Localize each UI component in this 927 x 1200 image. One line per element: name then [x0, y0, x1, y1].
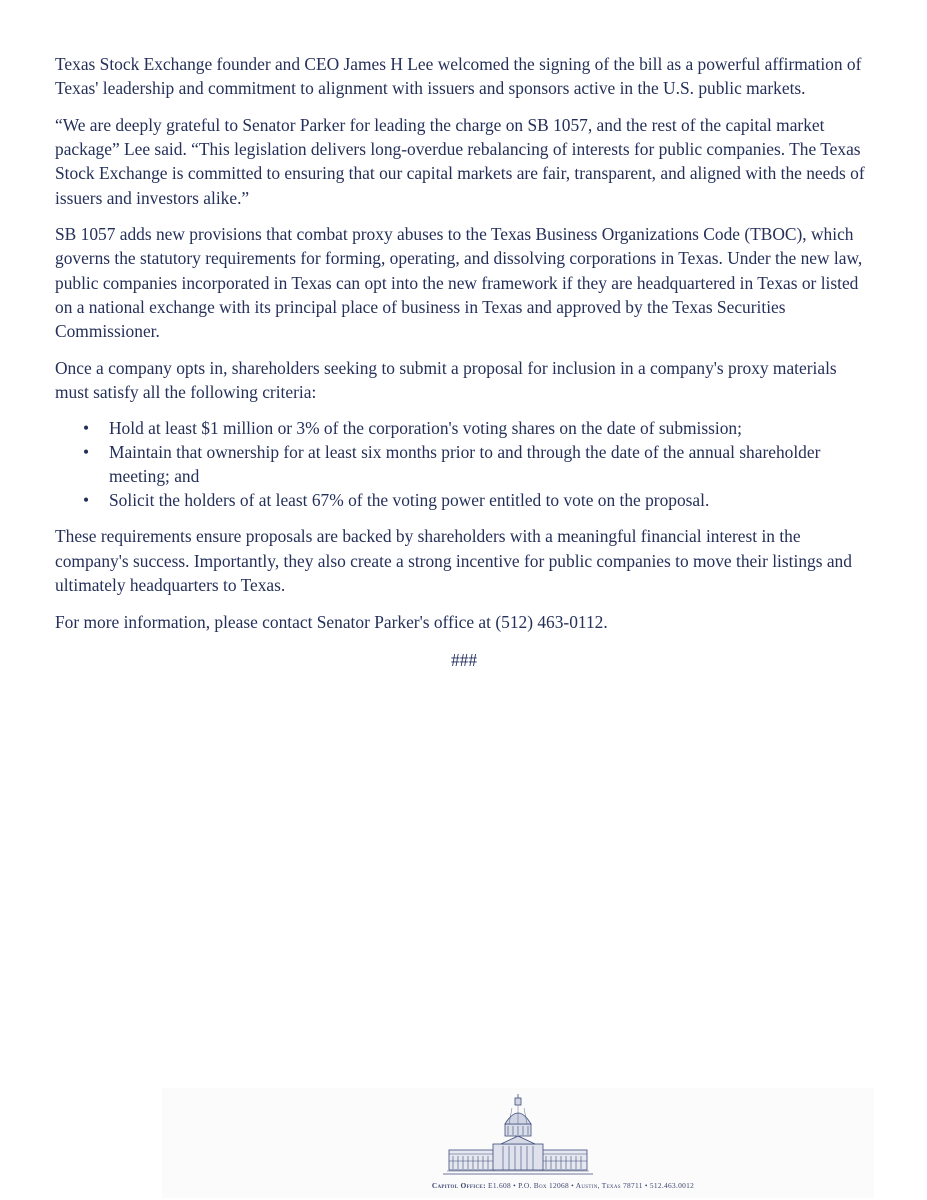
- bullet-icon: •: [83, 490, 90, 511]
- list-item: [55, 488, 873, 512]
- criteria-text: Hold at least $1 million or 3% of the corporation's voting shares on the date of submission;: [109, 417, 742, 438]
- capitol-building-icon: [443, 1094, 593, 1178]
- list-item: [55, 440, 873, 488]
- office-address: [162, 1181, 874, 1190]
- paragraph-tsx-welcome: Texas Stock Exchange founder and CEO James H Lee welcomed the signing of the bill as a powerful affirmation of Texas' leadership and commitment to alignment with issuers and sponsors active in the U.S. public markets.: [55, 54, 862, 99]
- bullet-icon: •: [83, 417, 90, 438]
- paragraph-requirements-summary: These requirements ensure proposals are backed by shareholders with a meaningful financial interest in the company's success. Importantly, they also create a strong incentive for public companies to move their listings and ultimately headquarters to Texas.: [55, 526, 852, 595]
- end-mark: ###: [450, 649, 478, 670]
- bullet-icon: •: [83, 441, 90, 462]
- paragraph-lee-quote: “We are deeply grateful to Senator Parker for leading the charge on SB 1057, and the rest of the capital market package” Lee said. “This legislation delivers long-overdue rebalancing of interests for public companies. The Texas Stock Exchange is committed to ensuring that our capital markets are fair, transparent, and aligned with the needs of issuers and investors alike.”: [55, 114, 865, 208]
- paragraph-sb1057-provisions: SB 1057 adds new provisions that combat proxy abuses to the Texas Business Organizations Code (TBOC), which governs the statutory requirements for forming, operating, and dissolving corporations in Texas. Under the new law, public companies incorporated in Texas can opt into the new framework if they are headquartered in Texas or listed on a national exchange with its principal place of business in Texas and approved by the Texas Securities Commissioner.: [55, 224, 863, 342]
- paragraph-contact-info: For more information, please contact Senator Parker's office at (512) 463-0112.: [55, 611, 608, 632]
- office-label: Capitol Office:: [431, 1181, 486, 1190]
- criteria-list: [55, 416, 873, 513]
- criteria-text: Solicit the holders of at least 67% of the voting power entitled to vote on the proposal.: [109, 490, 710, 511]
- letterhead-footer: [162, 1088, 874, 1198]
- paragraph-opt-in-criteria: Once a company opts in, shareholders seeking to submit a proposal for inclusion in a company's proxy materials must satisfy all the following criteria:: [55, 357, 837, 402]
- office-address-text: E1.608 • P.O. Box 12068 • Austin, Texas 78711 • 512.463.0012: [488, 1181, 695, 1190]
- press-release-body: [55, 52, 873, 672]
- criteria-text: Maintain that ownership for at least six months prior to and through the date of the annual shareholder meeting; and: [109, 441, 821, 487]
- list-item: [55, 416, 873, 440]
